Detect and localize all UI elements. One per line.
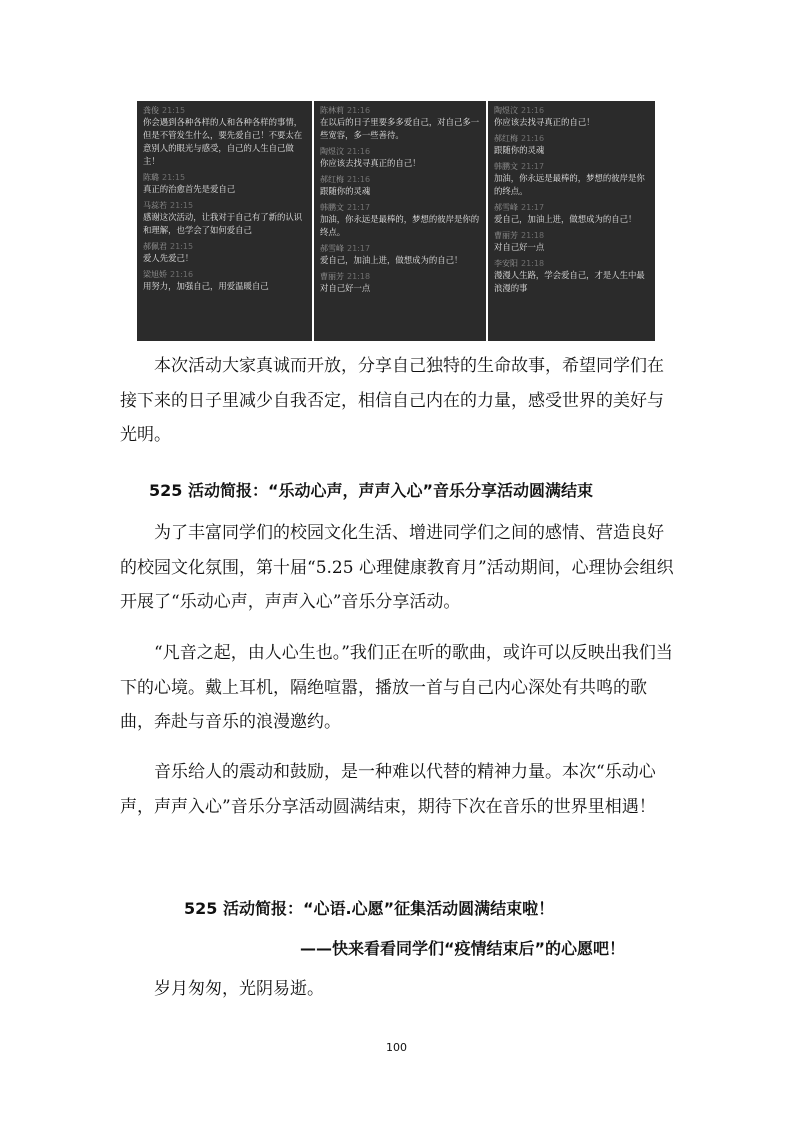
chat-timestamp: 21:15 [162,173,186,182]
chat-sender-name: 陶煜汶 [494,106,518,115]
chat-sender-name: 韩鹏文 [494,162,518,171]
chat-message-text: 爱人先爱己！ [143,253,194,263]
chat-timestamp: 21:16 [347,106,371,115]
chat-message-text: 你应该去找寻真正的自己！ [494,117,595,127]
chat-message-text: 你应该去找寻真正的自己！ [320,158,421,168]
chat-message [320,271,480,295]
chat-message-header [320,105,480,116]
chat-sender-name: 郝红梅 [320,175,344,184]
chat-message-text: 跟随你的灵魂 [320,186,371,196]
paragraph-activity-summary: 本次活动大家真诚而开放，分享自己独特的生命故事，希望同学们在接下来的日子里减少自我否定，相信自己内在的力量，感受世界的美好与光明。 [120,356,664,446]
chat-column-1 [137,101,312,341]
chat-message [494,161,649,198]
chat-timestamp: 21:17 [521,162,545,171]
chat-timestamp: 21:15 [170,201,194,210]
chat-message [143,200,306,237]
chat-message [320,202,480,239]
chat-timestamp: 21:17 [347,203,371,212]
chat-timestamp: 21:17 [347,244,371,253]
chat-timestamp: 21:17 [521,203,545,212]
chat-message-header [494,258,649,269]
chat-message [320,174,480,198]
chat-message [143,105,306,168]
chat-message-text: 用努力，加强自己，用爱温暖自己 [143,281,269,291]
chat-sender-name: 龚俊 [143,106,159,115]
chat-timestamp: 21:18 [521,231,545,240]
chat-timestamp: 21:18 [347,272,371,281]
chat-message-header [320,174,480,185]
chat-message [320,243,480,267]
chat-message-text: 感谢这次活动，让我对于自己有了新的认识和理解，也学会了如何爱自己 [143,212,303,235]
chat-column-2 [314,101,486,341]
chat-message-header [320,146,480,157]
chat-message-header [143,200,306,211]
chat-message-header [494,133,649,144]
chat-sender-name: 郝雪峰 [320,244,344,253]
chat-message-header [320,202,480,213]
chat-message [320,146,480,170]
chat-sender-name: 陶煜汶 [320,147,344,156]
chat-timestamp: 21:15 [162,106,186,115]
chat-message-text: 爱自己，加油上进，做想成为的自己！ [320,255,463,265]
chat-timestamp: 21:16 [347,175,371,184]
chat-sender-name: 郝雪峰 [494,203,518,212]
chat-sender-name: 郝红梅 [494,134,518,143]
chat-timestamp: 21:16 [521,106,545,115]
chat-message-text: 对自己好一点 [494,242,545,252]
chat-message-header [320,243,480,254]
chat-message [494,105,649,129]
chat-sender-name: 梁旭娇 [143,270,167,279]
chat-message-text: 跟随你的灵魂 [494,145,545,155]
chat-timestamp: 21:16 [347,147,371,156]
chat-sender-name: 郝佩君 [143,242,167,251]
paragraph-music-quote: “凡音之起，由人心生也。”我们正在听的歌曲，或许可以反映出我们当下的心境。戴上耳机，隔绝喧嚣，播放一首与自己内心深处有共鸣的歌曲，奔赴与音乐的浪漫邀约。 [120,643,673,733]
subheading-wishes: ——快来看看同学们“疫情结束后”的心愿吧！ [300,939,626,958]
chat-timestamp: 21:16 [170,270,194,279]
chat-message-text: 你会遇到各种各样的人和各种各样的事情，但是不管发生什么，要先爱自己！不要太在意别人的眼光与感受，自己的人生自己做主！ [143,117,303,166]
heading-wish-collection: 525 活动简报：“心语.心愿”征集活动圆满结束啦！ [184,899,555,918]
chat-message [143,172,306,196]
chat-message-header [494,161,649,172]
chat-message [320,105,480,142]
chat-timestamp: 21:15 [170,242,194,251]
chat-screenshot [137,101,655,341]
chat-sender-name: 曹丽芳 [320,272,344,281]
chat-message-text: 漫漫人生路，学会爱自己，才是人生中最浪漫的事 [494,270,645,293]
paragraph-time-flies: 岁月匆匆，光阴易逝。 [120,979,324,999]
chat-message-header [494,230,649,241]
chat-message [494,133,649,157]
chat-sender-name: 曹丽芳 [494,231,518,240]
chat-message [143,241,306,265]
chat-message-text: 在以后的日子里要多多爱自己，对自己多一些宽容，多一些善待。 [320,117,480,140]
chat-message-header [143,105,306,116]
chat-sender-name: 陈璐 [143,173,159,182]
paragraph-music-conclusion: 音乐给人的震动和鼓励，是一种难以代替的精神力量。本次“乐动心声，声声入心”音乐分享活动圆满结束，期待下次在音乐的世界里相遇！ [120,762,656,817]
chat-message [143,269,306,293]
chat-sender-name: 李安阳 [494,259,518,268]
chat-column-3 [488,101,655,341]
page-number: 100 [386,1041,407,1054]
chat-sender-name: 韩鹏文 [320,203,344,212]
chat-message-header [143,172,306,183]
chat-timestamp: 21:16 [521,134,545,143]
chat-sender-name: 陈林莉 [320,106,344,115]
chat-message-text: 真正的治愈首先是爱自己 [143,184,236,194]
chat-message-text: 加油，你永远是最棒的，梦想的彼岸是你的终点。 [494,173,645,196]
heading-music-sharing: 525 活动简报：“乐动心声，声声入心”音乐分享活动圆满结束 [149,481,594,500]
chat-message [494,258,649,295]
chat-message-text: 爱自己，加油上进，做想成为的自己！ [494,214,637,224]
chat-message-text: 加油，你永远是最棒的，梦想的彼岸是你的终点。 [320,214,480,237]
chat-message-text: 对自己好一点 [320,283,371,293]
chat-message-header [494,105,649,116]
chat-message [494,202,649,226]
chat-message [494,230,649,254]
chat-message-header [143,241,306,252]
chat-sender-name: 马蕊若 [143,201,167,210]
chat-message-header [494,202,649,213]
paragraph-music-intro: 为了丰富同学们的校园文化生活、增进同学们之间的感情、营造良好的校园文化氛围，第十届“5.25 心理健康教育月”活动期间，心理协会组织开展了“乐动心声，声声入心”音乐分享活动。 [120,523,674,613]
chat-message-header [320,271,480,282]
chat-message-header [143,269,306,280]
chat-timestamp: 21:18 [521,259,545,268]
